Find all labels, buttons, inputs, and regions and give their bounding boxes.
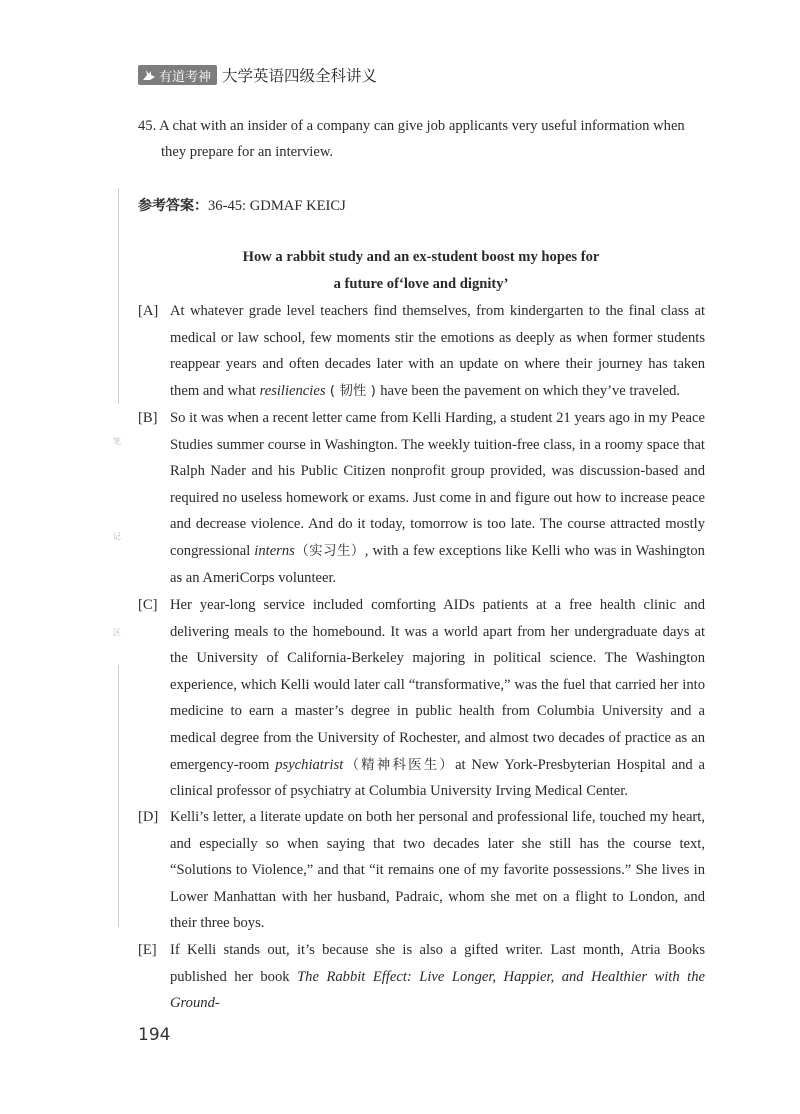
- logo-text: 有道考神: [159, 69, 212, 85]
- rabbit-logo-icon: [142, 69, 156, 81]
- paragraph-d: [138, 804, 705, 937]
- paragraph-label: [B]: [138, 410, 158, 426]
- page-header: [138, 64, 377, 86]
- note-area-label: 区: [113, 628, 121, 637]
- article-title: [170, 244, 672, 297]
- page-number: 194: [138, 1025, 171, 1045]
- note-area-label: 笔: [113, 437, 121, 446]
- paragraph-label: [A]: [138, 303, 159, 319]
- title-line: How a rabbit study and an ex-student boost my hopes for: [242, 249, 600, 265]
- paragraph-body: So it was when a recent letter came from Kelli Harding, a student 21 years ago in my Peace Studies summer course in Washington. The weekly tuition-free class, in a roomy space that Ralph Nader and his Public Citizen nonprofit group provided, was discussion-based and required no useless homework or exams. Just come in and figure out how to increase peace and decrease violence. And do it today, tomorrow is too late. The course attracted mostly congressional interns（实习生）, with a few exceptions like Kelli who was in Washington as an AmeriCorps volunteer.: [170, 410, 705, 586]
- answer-label: 参考答案：: [138, 198, 208, 214]
- margin-line: [118, 188, 119, 404]
- question-line: they prepare for an interview.: [161, 144, 334, 160]
- question-line: 45. A chat with an insider of a company can give job applicants very useful information when: [138, 118, 685, 134]
- paragraph-label: [D]: [138, 809, 159, 825]
- paragraph-e: [138, 937, 705, 1017]
- paragraph-a: [138, 298, 705, 404]
- brand-logo: [138, 65, 217, 85]
- question-45: [138, 113, 705, 165]
- paragraph-body: Kelli’s letter, a literate update on both her personal and professional life, touched my heart, and especially so when saying that two decades later she still has the course text, “Solutions to Violence,” and that “it remains one of my favorite possessions.” She lives in Lower Manhattan with her husband, Padraic, whom she met on a flight to London, and their three boys.: [170, 809, 705, 932]
- margin-line: [118, 665, 119, 927]
- paragraph-c: [138, 592, 705, 805]
- note-area-label: 记: [113, 532, 121, 541]
- answer-key: [138, 193, 346, 219]
- paragraph-body: If Kelli stands out, it’s because she is also a gifted writer. Last month, Atria Books published her book The Rabbit Effect: Live Longer, Happier, and Healthier with the Ground-: [170, 942, 705, 1012]
- paragraph-body: At whatever grade level teachers find themselves, from kindergarten to the final class at medical or law school, few moments stir the emotions as deeply as when former students reappear years and often decades later with an update on where their journey has taken them and what resiliencies ( 韧性 ) have been the pavement on which they’ve traveled.: [170, 303, 705, 399]
- paragraph-label: [E]: [138, 942, 157, 958]
- paragraph-label: [C]: [138, 597, 158, 613]
- paragraph-body: Her year-long service included comforting AIDs patients at a free health clinic and delivering meals to the homebound. It was a world apart from her undergraduate days at the University of California-Berkeley majoring in political science. The Washington experience, which Kelli would later call “transformative,” was the fuel that carried her into medicine to earn a master’s degree in public health from Columbia University and a medical degree from the University of Rochester, and almost two decades of practice as an emergency-room psychiatrist（精神科医生）at New York-Presbyterian Hospital and a clinical professor of psychiatry at Columbia University Irving Medical Center.: [170, 597, 705, 800]
- title-line: a future of‘love and dignity’: [333, 275, 509, 292]
- paragraph-b: [138, 405, 705, 591]
- answer-value: 36-45: GDMAF KEICJ: [208, 198, 346, 214]
- book-title: 大学英语四级全科讲义: [222, 67, 378, 85]
